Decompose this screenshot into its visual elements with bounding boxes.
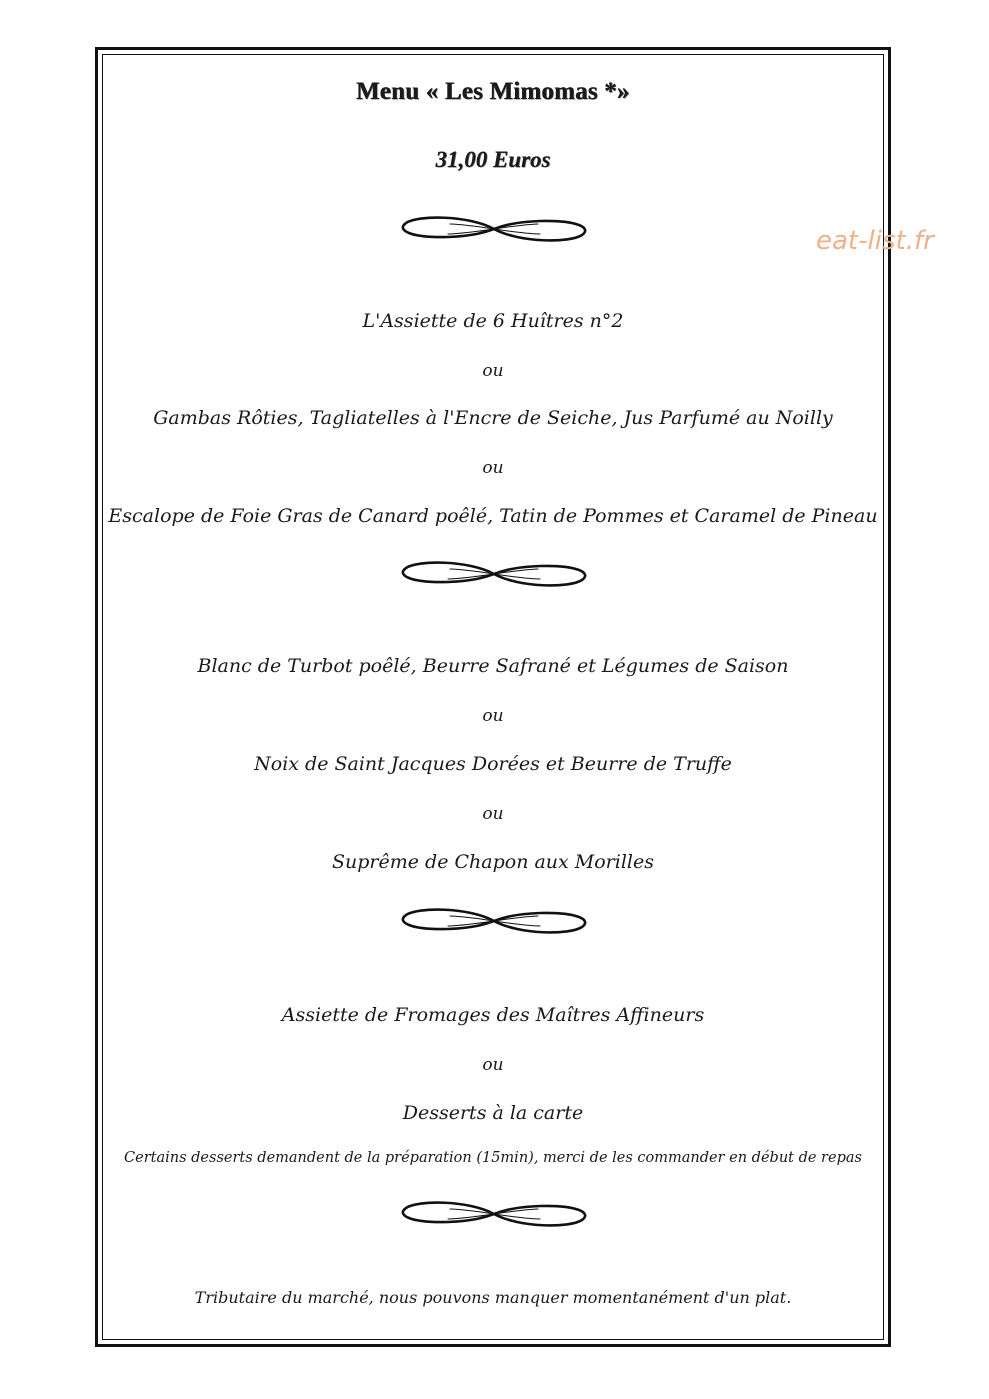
footer-note: Tributaire du marché, nous pouvons manquer momentanément d'un plat. <box>194 1288 792 1307</box>
dessert-note: Certains desserts demandent de la préparation (15min), merci de les commander en début de repas <box>124 1150 862 1166</box>
main-item: Blanc de Turbot poêlé, Beurre Safrané et Légumes de Saison <box>197 655 789 677</box>
dessert-item: Desserts à la carte <box>402 1102 584 1124</box>
menu-price: 31,00 Euros <box>435 147 551 172</box>
or-separator: ou <box>482 1055 504 1075</box>
menu-title: Menu « Les Mimomas *» <box>356 78 630 105</box>
dessert-item: Assiette de Fromages des Maîtres Affineurs <box>281 1004 705 1026</box>
or-separator: ou <box>482 361 504 381</box>
watermark-text: eat-list.fr <box>816 226 934 256</box>
starter-item: L'Assiette de 6 Huîtres n°2 <box>362 310 624 332</box>
main-item: Suprême de Chapon aux Morilles <box>332 851 654 873</box>
or-separator: ou <box>482 458 504 478</box>
flourish-divider-icon <box>388 211 600 247</box>
or-separator: ou <box>482 804 504 824</box>
flourish-divider-icon <box>388 1196 600 1232</box>
flourish-divider-icon <box>388 556 600 592</box>
starter-item: Escalope de Foie Gras de Canard poêlé, Tatin de Pommes et Caramel de Pineau <box>108 505 878 527</box>
or-separator: ou <box>482 706 504 726</box>
flourish-divider-icon <box>388 903 600 939</box>
main-item: Noix de Saint Jacques Dorées et Beurre de Truffe <box>254 753 732 775</box>
starter-item: Gambas Rôties, Tagliatelles à l'Encre de Seiche, Jus Parfumé au Noilly <box>153 407 833 429</box>
